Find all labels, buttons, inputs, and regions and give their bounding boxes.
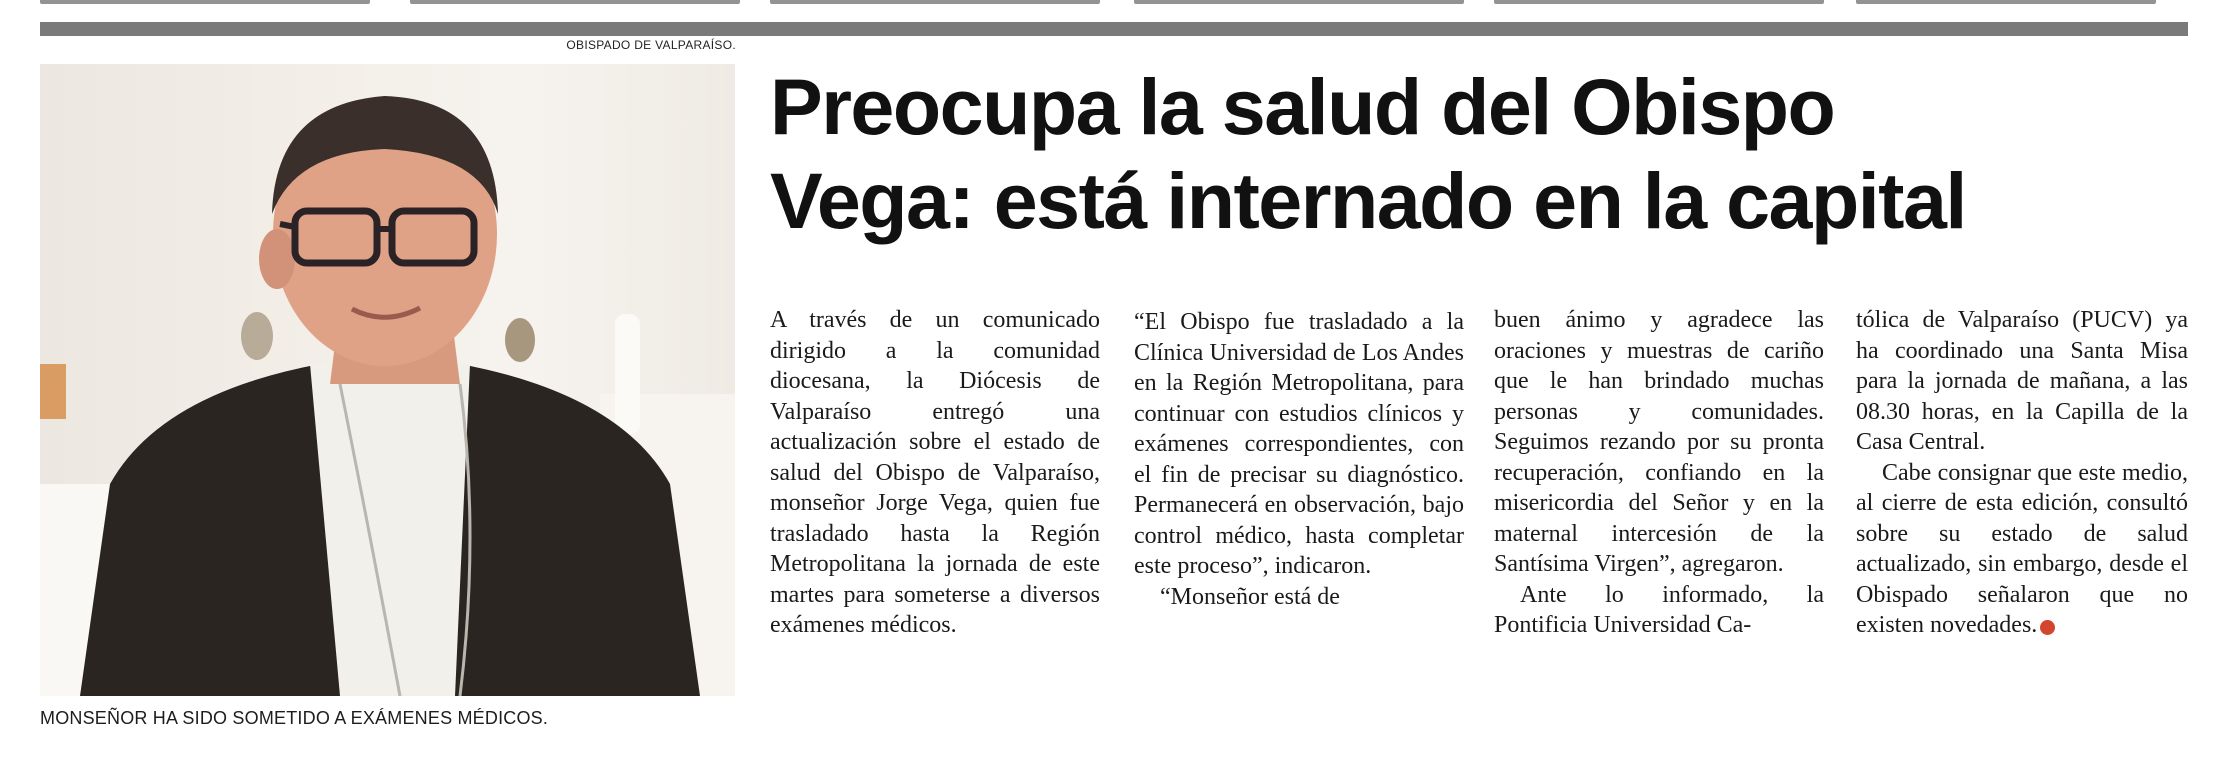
- paragraph: buen ánimo y agradece las oraciones y muestras de cariño que le han brindado muchas personas y comunidades. Seguimos rezando por su pronta recuperación, confiando en la misericordia del Señor y en la maternal intercesión de la Santísima Virgen”, agregaron.: [1494, 307, 1824, 577]
- paragraph-text: Cabe consignar que este medio, al cierre de esta edición, consultó sobre su estado de salud actualizado, sin embargo, desde el Obispado señalaron que no existen novedades.: [1856, 459, 2188, 638]
- article-column-4: [1856, 305, 2188, 641]
- section-rule: [40, 22, 2188, 36]
- headline-line-2: Vega: está internado en la capital: [770, 156, 1966, 245]
- paragraph-last: [1856, 458, 2188, 641]
- bishop-portrait-illustration: [40, 64, 735, 696]
- paragraph: tólica de Valparaíso (PUCV) ya ha coordinado una Santa Misa para la jornada de mañana, a las 08.30 horas, en la Capilla de la Casa Central.: [1856, 307, 2188, 455]
- article-column-2: [1134, 307, 1464, 612]
- end-of-article-icon: ✪: [2040, 620, 2055, 635]
- previous-article-fragment: [0, 0, 2232, 6]
- paragraph: A través de un comunicado dirigido a la comunidad diocesana, la Diócesis de Valparaíso entregó una actualización sobre el estado de salud del Obispo de Valparaíso, monseñor Jorge Vega, quien fue trasladado hasta la Región Metropolitana la jornada de este martes para someterse a diversos exámenes médicos.: [770, 307, 1100, 638]
- paragraph: Ante lo informado, la Pontificia Universidad Ca-: [1494, 581, 1824, 638]
- article-headline: [770, 60, 2190, 248]
- article-column-3: [1494, 305, 1824, 641]
- photo-caption: MONSEÑOR HA SIDO SOMETIDO A EXÁMENES MÉDICOS.: [40, 708, 549, 728]
- bishop-photo: [40, 64, 735, 696]
- headline-line-1: Preocupa la salud del Obispo: [770, 62, 1835, 151]
- article-column-1: [770, 305, 1100, 641]
- photo-credit: OBISPADO DE VALPARAÍSO.: [566, 38, 736, 52]
- paragraph: “El Obispo fue trasladado a la Clínica Universidad de Los Andes en la Región Metropolitana, para continuar con estudios clínicos y exámenes correspondientes, con el fin de precisar su diagnóstico. Permanecerá en observación, bajo control médico, hasta completar este proceso”, indicaron.: [1134, 309, 1464, 579]
- paragraph: “Monseñor está de: [1160, 583, 1340, 610]
